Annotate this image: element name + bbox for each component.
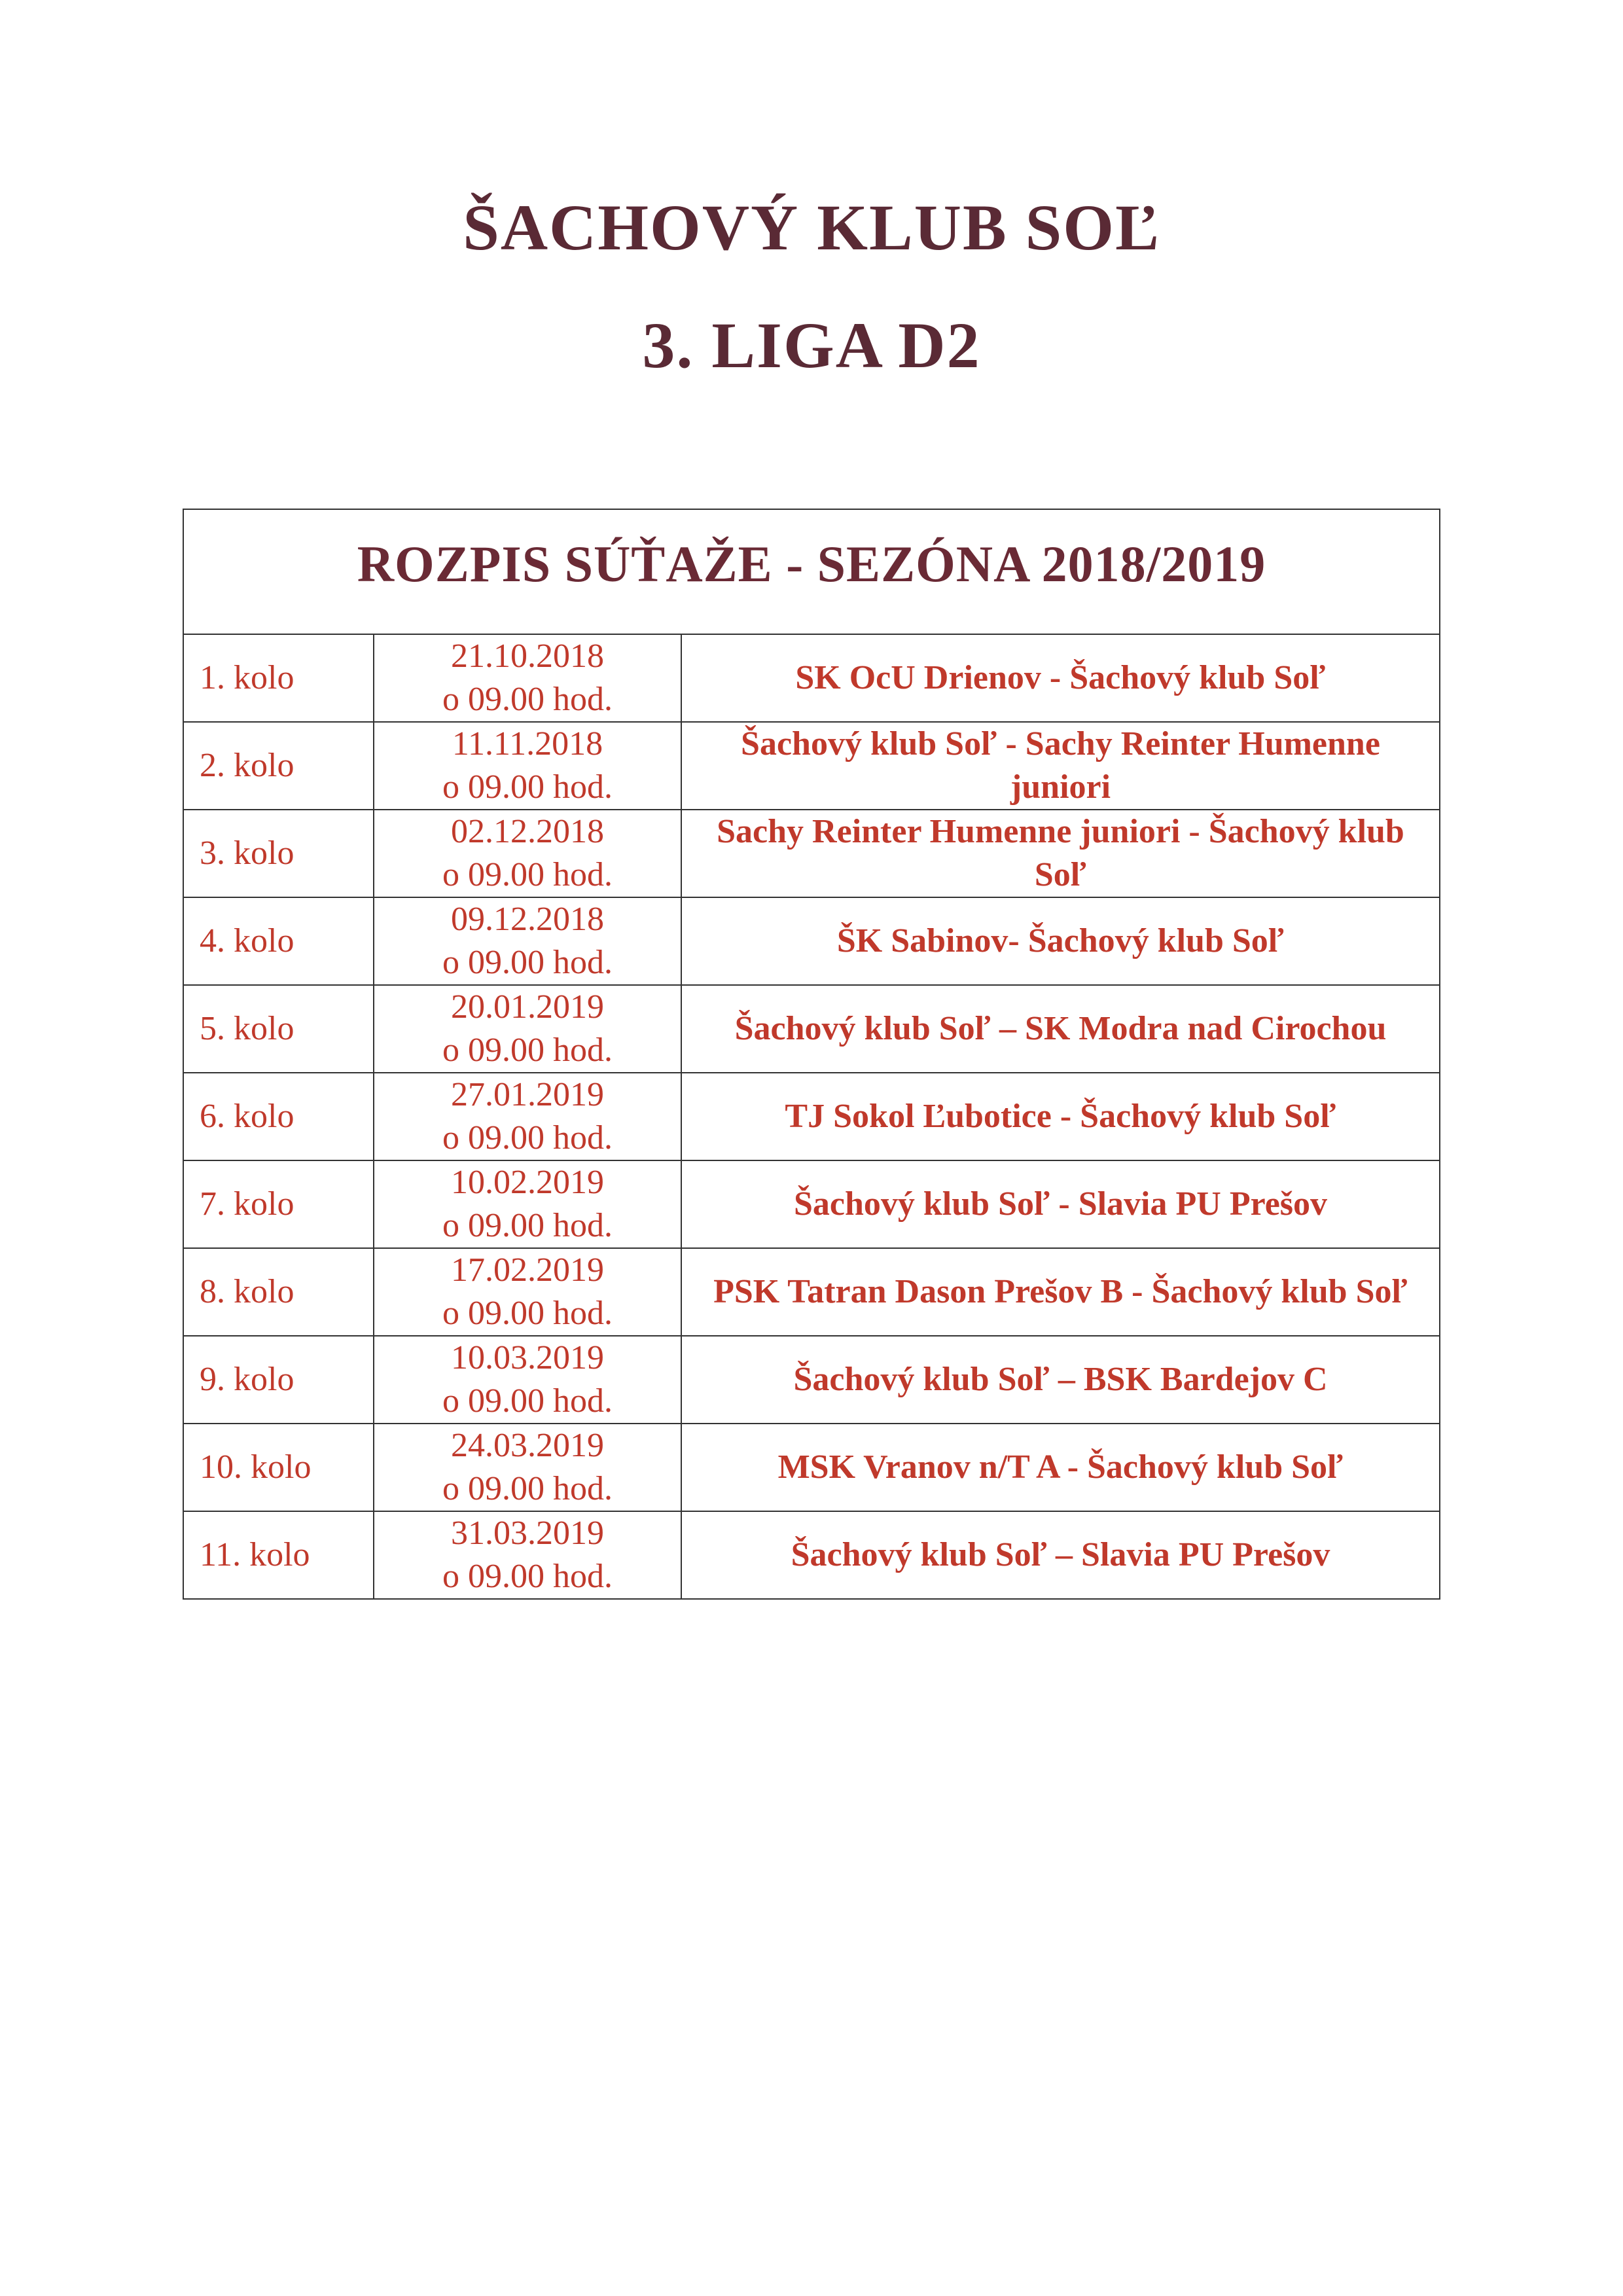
round-label: 7. kolo xyxy=(200,1185,294,1223)
match-teams: Šachový klub Soľ – BSK Bardejov C xyxy=(793,1361,1328,1398)
round-cell xyxy=(184,635,374,722)
match-teams: Sachy Reinter Humenne juniori - Šachový klub Soľ xyxy=(717,813,1404,893)
match-teams: TJ Sokol Ľubotice - Šachový klub Soľ xyxy=(785,1098,1336,1135)
table-row xyxy=(184,810,1439,897)
match-date: 09.12.2018 xyxy=(451,901,604,938)
match-date: 27.01.2019 xyxy=(451,1076,604,1113)
schedule-table xyxy=(183,509,1440,1600)
club-title: ŠACHOVÝ KLUB SOĽ xyxy=(463,191,1160,264)
match-teams: Šachový klub Soľ – SK Modra nad Cirochou xyxy=(734,1010,1387,1047)
table-row xyxy=(184,985,1439,1073)
match-cell xyxy=(681,985,1439,1073)
match-time: o 09.00 hod. xyxy=(442,1470,613,1507)
round-label: 1. kolo xyxy=(200,659,294,696)
round-label: 10. kolo xyxy=(200,1448,312,1486)
datetime-cell xyxy=(374,1424,681,1511)
datetime-cell xyxy=(374,1336,681,1424)
match-time: o 09.00 hod. xyxy=(442,1119,613,1157)
match-teams: ŠK Sabinov- Šachový klub Soľ xyxy=(836,922,1285,960)
table-row xyxy=(184,1073,1439,1160)
match-teams: Šachový klub Soľ – Slavia PU Prešov xyxy=(791,1536,1330,1573)
round-cell xyxy=(184,810,374,897)
round-label: 5. kolo xyxy=(200,1010,294,1047)
datetime-cell xyxy=(374,1248,681,1336)
match-cell xyxy=(681,810,1439,897)
datetime-cell xyxy=(374,1073,681,1160)
round-cell xyxy=(184,1424,374,1511)
round-label: 11. kolo xyxy=(200,1536,310,1573)
round-cell xyxy=(184,985,374,1073)
fixtures-table xyxy=(184,635,1439,1598)
match-time: o 09.00 hod. xyxy=(442,1207,613,1244)
round-label: 9. kolo xyxy=(200,1361,294,1398)
round-cell xyxy=(184,1511,374,1598)
match-date: 21.10.2018 xyxy=(451,637,604,675)
match-date: 11.11.2018 xyxy=(452,725,603,762)
match-time: o 09.00 hod. xyxy=(442,1031,613,1069)
match-date: 31.03.2019 xyxy=(451,1515,604,1552)
match-time: o 09.00 hod. xyxy=(442,681,613,718)
match-time: o 09.00 hod. xyxy=(442,1382,613,1420)
match-cell xyxy=(681,722,1439,810)
match-cell xyxy=(681,1073,1439,1160)
round-cell xyxy=(184,1336,374,1424)
datetime-cell xyxy=(374,1160,681,1248)
round-cell xyxy=(184,1073,374,1160)
match-date: 10.03.2019 xyxy=(451,1339,604,1376)
match-cell xyxy=(681,1160,1439,1248)
match-teams: Šachový klub Soľ - Sachy Reinter Humenne juniori xyxy=(741,725,1380,806)
round-cell xyxy=(184,897,374,985)
round-label: 2. kolo xyxy=(200,747,294,784)
round-cell xyxy=(184,1160,374,1248)
match-date: 24.03.2019 xyxy=(451,1427,604,1464)
match-date: 02.12.2018 xyxy=(451,813,604,850)
match-time: o 09.00 hod. xyxy=(442,856,613,893)
match-teams: MSK Vranov n/T A - Šachový klub Soľ xyxy=(777,1448,1344,1486)
round-cell xyxy=(184,1248,374,1336)
match-cell xyxy=(681,1248,1439,1336)
match-teams: SK OcU Drienov - Šachový klub Soľ xyxy=(795,659,1326,696)
table-row xyxy=(184,1424,1439,1511)
match-date: 20.01.2019 xyxy=(451,988,604,1026)
match-teams: Šachový klub Soľ - Slavia PU Prešov xyxy=(793,1185,1328,1223)
match-cell xyxy=(681,1424,1439,1511)
round-label: 6. kolo xyxy=(200,1098,294,1135)
match-date: 17.02.2019 xyxy=(451,1251,604,1289)
match-time: o 09.00 hod. xyxy=(442,768,613,806)
table-row xyxy=(184,1248,1439,1336)
table-row xyxy=(184,1511,1439,1598)
table-row xyxy=(184,722,1439,810)
schedule-heading: ROZPIS SÚŤAŽE - SEZÓNA 2018/2019 xyxy=(184,510,1439,635)
datetime-cell xyxy=(374,985,681,1073)
datetime-cell xyxy=(374,635,681,722)
match-time: o 09.00 hod. xyxy=(442,1558,613,1595)
table-row xyxy=(184,1336,1439,1424)
match-cell xyxy=(681,1336,1439,1424)
round-label: 4. kolo xyxy=(200,922,294,960)
datetime-cell xyxy=(374,810,681,897)
round-cell xyxy=(184,722,374,810)
table-row xyxy=(184,897,1439,985)
datetime-cell xyxy=(374,722,681,810)
match-cell xyxy=(681,897,1439,985)
match-cell xyxy=(681,635,1439,722)
table-row xyxy=(184,1160,1439,1248)
match-time: o 09.00 hod. xyxy=(442,944,613,981)
league-title: 3. LIGA D2 xyxy=(642,309,981,382)
match-time: o 09.00 hod. xyxy=(442,1295,613,1332)
match-teams: PSK Tatran Dason Prešov B - Šachový klub Soľ xyxy=(713,1273,1408,1310)
match-cell xyxy=(681,1511,1439,1598)
round-label: 8. kolo xyxy=(200,1273,294,1310)
round-label: 3. kolo xyxy=(200,834,294,872)
datetime-cell xyxy=(374,897,681,985)
datetime-cell xyxy=(374,1511,681,1598)
match-date: 10.02.2019 xyxy=(451,1164,604,1201)
table-row xyxy=(184,635,1439,722)
